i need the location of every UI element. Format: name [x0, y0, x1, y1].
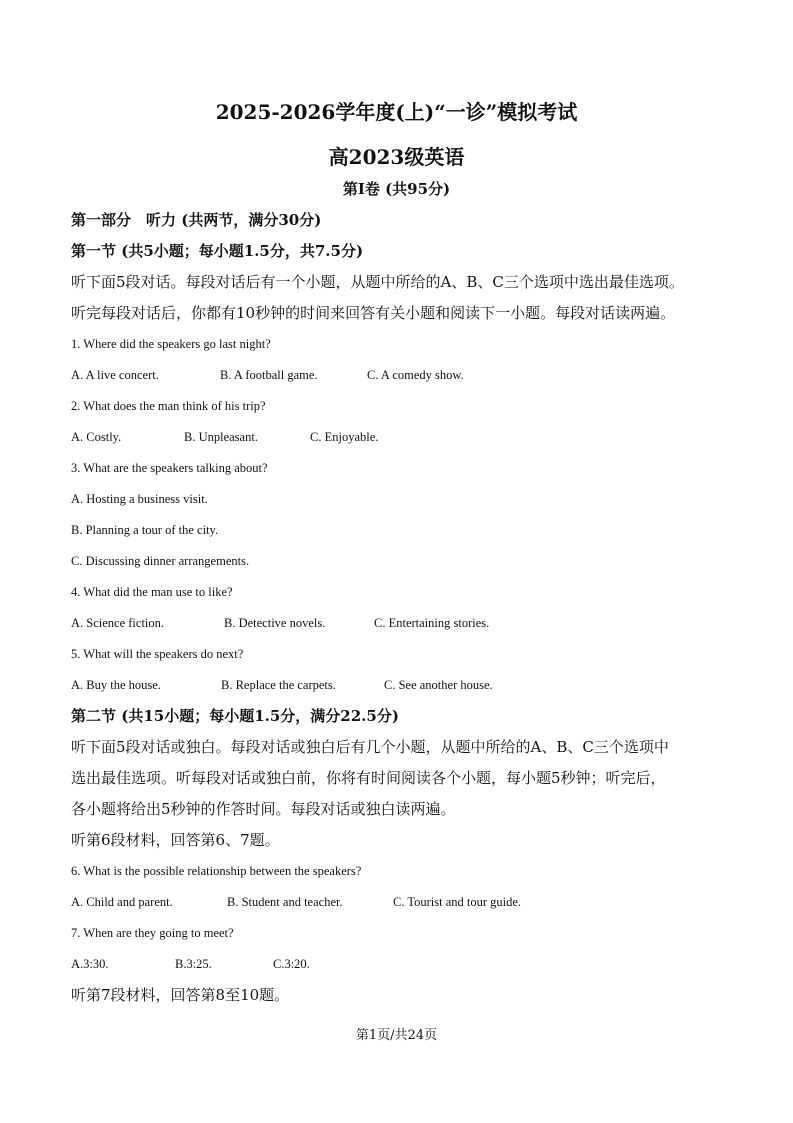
section2-heading: 第二节 (共15小题；每小题1.5分，满分22.5分) — [71, 707, 399, 725]
option-a: A. A live concert. — [71, 368, 159, 382]
question-3: 3. What are the speakers talking about? — [71, 461, 268, 475]
option-a: A. Buy the house. — [71, 678, 161, 692]
question-1-options — [71, 360, 731, 391]
exam-subtitle: 高2023级英语 — [328, 145, 465, 169]
part1-heading: 第一部分 听力 (共两节，满分30分) — [71, 211, 322, 229]
option-b: B. A football game. — [220, 368, 318, 382]
volume-heading: 第Ⅰ卷 (共95分) — [342, 180, 451, 198]
section1-instruction: 听下面5段对话。每段对话后有一个小题，从题中所给的A、B、C三个选项中选出最佳选项。 — [71, 273, 684, 291]
option-b: B.3:25. — [175, 957, 212, 971]
question-5-options — [71, 670, 731, 701]
section2-instruction: 各小题将给出5秒钟的作答时间。每段对话或独白读两遍。 — [71, 800, 456, 818]
option-a: A. Child and parent. — [71, 895, 173, 909]
question-7: 7. When are they going to meet? — [71, 926, 234, 940]
material-7-heading: 听第7段材料，回答第8至10题。 — [71, 986, 290, 1004]
material-6-heading: 听第6段材料，回答第6、7题。 — [71, 831, 280, 849]
question-2: 2. What does the man think of his trip? — [71, 399, 266, 413]
option-b: B. Planning a tour of the city. — [71, 523, 219, 537]
option-c: C. See another house. — [384, 678, 493, 692]
question-6: 6. What is the possible relationship between the speakers? — [71, 864, 362, 878]
option-b: B. Unpleasant. — [184, 430, 258, 444]
exam-body — [71, 205, 731, 1011]
option-b: B. Detective novels. — [224, 616, 326, 630]
option-c: C. Enjoyable. — [310, 430, 379, 444]
section1-heading: 第一节 (共5小题；每小题1.5分，共7.5分) — [71, 242, 364, 260]
question-2-options — [71, 422, 731, 453]
question-4: 4. What did the man use to like? — [71, 585, 233, 599]
option-b: B. Replace the carpets. — [221, 678, 336, 692]
exam-title: 2025-2026学年度(上)“一诊”模拟考试 — [215, 100, 578, 124]
option-c: C. Discussing dinner arrangements. — [71, 554, 250, 568]
option-a: A. Hosting a business visit. — [71, 492, 208, 506]
option-c: C. Tourist and tour guide. — [393, 895, 522, 909]
option-a: A.3:30. — [71, 957, 109, 971]
section2-instruction: 选出最佳选项。听每段对话或独白前，你将有时间阅读各个小题，每小题5秒钟；听完后， — [71, 769, 666, 787]
option-b: B. Student and teacher. — [227, 895, 343, 909]
page-number: 第1页/共24页 — [355, 1028, 438, 1043]
option-c: C.3:20. — [273, 957, 310, 971]
question-7-options — [71, 949, 731, 980]
section2-instruction: 听下面5段对话或独白。每段对话或独白后有几个小题，从题中所给的A、B、C三个选项中 — [71, 738, 669, 756]
question-4-options — [71, 608, 731, 639]
option-c: C. A comedy show. — [367, 368, 464, 382]
question-5: 5. What will the speakers do next? — [71, 647, 244, 661]
option-a: A. Science fiction. — [71, 616, 165, 630]
option-c: C. Entertaining stories. — [374, 616, 490, 630]
question-1: 1. Where did the speakers go last night? — [71, 337, 271, 351]
question-6-options — [71, 887, 731, 918]
section1-instruction: 听完每段对话后，你都有10秒钟的时间来回答有关小题和阅读下一小题。每段对话读两遍。 — [71, 304, 676, 322]
option-a: A. Costly. — [71, 430, 122, 444]
